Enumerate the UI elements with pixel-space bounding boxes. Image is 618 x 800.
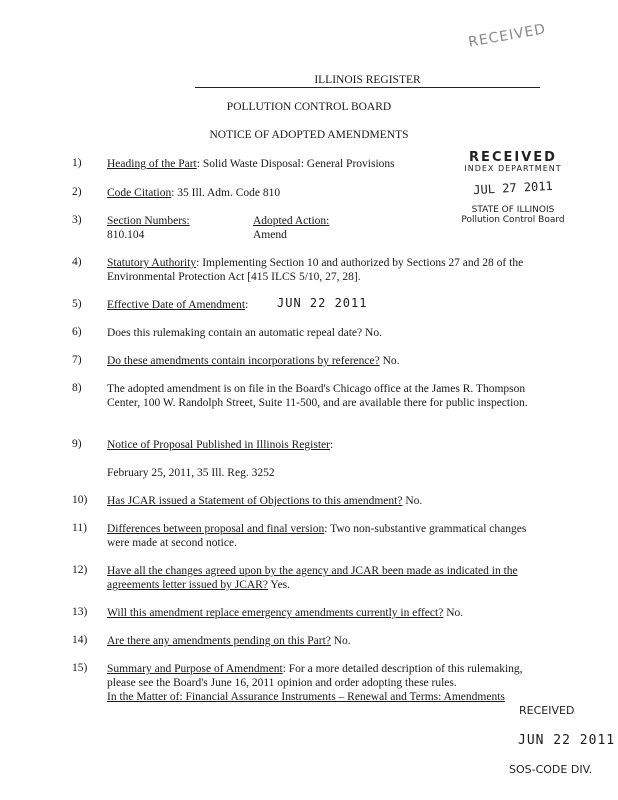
item-number: 15) — [72, 662, 88, 674]
notice-of-proposal-citation: February 25, 2011, 35 Ill. Reg. 3252 — [107, 467, 275, 479]
item-text: The adopted amendment is on file in the Board's Chicago office at the James R. Thompson Center, 100 W. Randolph Street, Suite 11-500, and are available there for public inspection. — [107, 383, 528, 409]
item-notice-of-proposal — [107, 438, 547, 452]
item-text: : 35 Ill. Adm. Code 810 — [171, 187, 281, 199]
item-label: Differences between proposal and final version — [107, 523, 325, 535]
received-stamp-date: JUL 27 2011 — [472, 178, 554, 198]
bottom-received-date: JUN 22 2011 — [518, 733, 616, 748]
item-differences — [107, 522, 547, 550]
item-number: 6) — [72, 326, 82, 338]
item-text: Yes. — [267, 579, 291, 591]
received-stamp-office: INDEX DEPARTMENT — [464, 164, 562, 173]
bottom-division: SOS-CODE DIV. — [509, 763, 593, 776]
item-number: 13) — [72, 606, 88, 618]
register-title: ILLINOIS REGISTER — [314, 74, 421, 86]
item-text: : — [329, 439, 334, 451]
item-number: 1) — [72, 157, 82, 169]
section-numbers-value: 810.104 — [107, 229, 145, 241]
item-text: No. — [443, 607, 464, 619]
received-stamp-title: RECEIVED — [469, 150, 557, 165]
item-label: Summary and Purpose of Amendment — [107, 663, 283, 675]
item-label: Has JCAR issued a Statement of Objections to this amendment? — [107, 495, 403, 507]
item-number: 3) — [72, 214, 82, 226]
item-label: Heading of the Part — [107, 158, 197, 170]
item-statutory-authority — [107, 256, 547, 284]
item-text: : Solid Waste Disposal: General Provisions — [196, 158, 395, 170]
notice-title: NOTICE OF ADOPTED AMENDMENTS — [209, 129, 409, 141]
section-numbers-block — [107, 214, 190, 242]
item-label: Do these amendments contain incorporations by reference? — [107, 355, 380, 367]
item-label: Statutory Authority — [107, 257, 197, 269]
item-text: : Implementing Section 10 and authorized by Sections 27 and 28 of the Environmental Protection Act [415 ILCS 5/10, 27, 28]. — [107, 257, 524, 283]
item-number: 5) — [72, 298, 82, 310]
adopted-action-value: Amend — [253, 229, 287, 241]
item-label: Will this amendment replace emergency amendments currently in effect? — [107, 607, 444, 619]
item-incorporations — [107, 354, 547, 368]
item-pending-amendments — [107, 634, 547, 648]
effective-date-stamp: JUN 22 2011 — [277, 296, 368, 310]
item-heading-of-part — [107, 157, 427, 171]
item-number: 12) — [72, 564, 88, 576]
item-label: Code Citation — [107, 187, 172, 199]
item-label: Effective Date of Amendment — [107, 299, 246, 311]
item-code-citation — [107, 186, 427, 200]
item-tail-text: In the Matter of: Financial Assurance Instruments – Renewal and Terms: Amendments — [107, 691, 505, 703]
item-repeal-date — [107, 326, 547, 340]
adopted-action-label: Adopted Action: — [253, 215, 330, 227]
item-number: 10) — [72, 494, 88, 506]
item-jcar-changes — [107, 564, 547, 592]
item-number: 11) — [72, 522, 87, 534]
item-emergency-amendments — [107, 606, 547, 620]
item-number: 8) — [72, 382, 82, 394]
item-label: Notice of Proposal Published in Illinois Register — [107, 439, 330, 451]
item-jcar-objections — [107, 494, 547, 508]
item-text: No. — [379, 355, 400, 367]
item-text: : For a more detailed description of this rulemaking, please see the Board's June 16, 2011 opinion and order adopting these rules. — [107, 663, 523, 689]
item-number: 9) — [72, 438, 82, 450]
item-text: : — [245, 299, 249, 311]
received-stamp-state: STATE OF ILLINOIS — [471, 205, 555, 215]
top-received-mark: RECEIVED — [467, 21, 548, 51]
bottom-received-title: RECEIVED — [519, 704, 575, 717]
item-summary-purpose — [107, 662, 547, 704]
item-number: 4) — [72, 256, 82, 268]
item-on-file — [107, 382, 547, 410]
item-text: : Two non-substantive grammatical changes were made at second notice. — [107, 523, 527, 549]
section-numbers-label: Section Numbers: — [107, 215, 190, 227]
received-stamp-board: Pollution Control Board — [461, 215, 565, 225]
item-text: Does this rulemaking contain an automatic repeal date? No. — [107, 327, 382, 339]
item-text: No. — [402, 495, 423, 507]
adopted-action-block — [253, 214, 329, 242]
item-label: Are there any amendments pending on this Part? — [107, 635, 331, 647]
agency-title: POLLUTION CONTROL BOARD — [226, 101, 392, 113]
item-number: 2) — [72, 186, 82, 198]
item-number: 14) — [72, 634, 88, 646]
item-label: Have all the changes agreed upon by the agency and JCAR been made as indicated in the agreements letter issued by JCAR? — [107, 565, 518, 591]
item-text: No. — [330, 635, 351, 647]
received-stamp — [448, 150, 578, 225]
item-number: 7) — [72, 354, 82, 366]
register-header — [195, 74, 540, 88]
